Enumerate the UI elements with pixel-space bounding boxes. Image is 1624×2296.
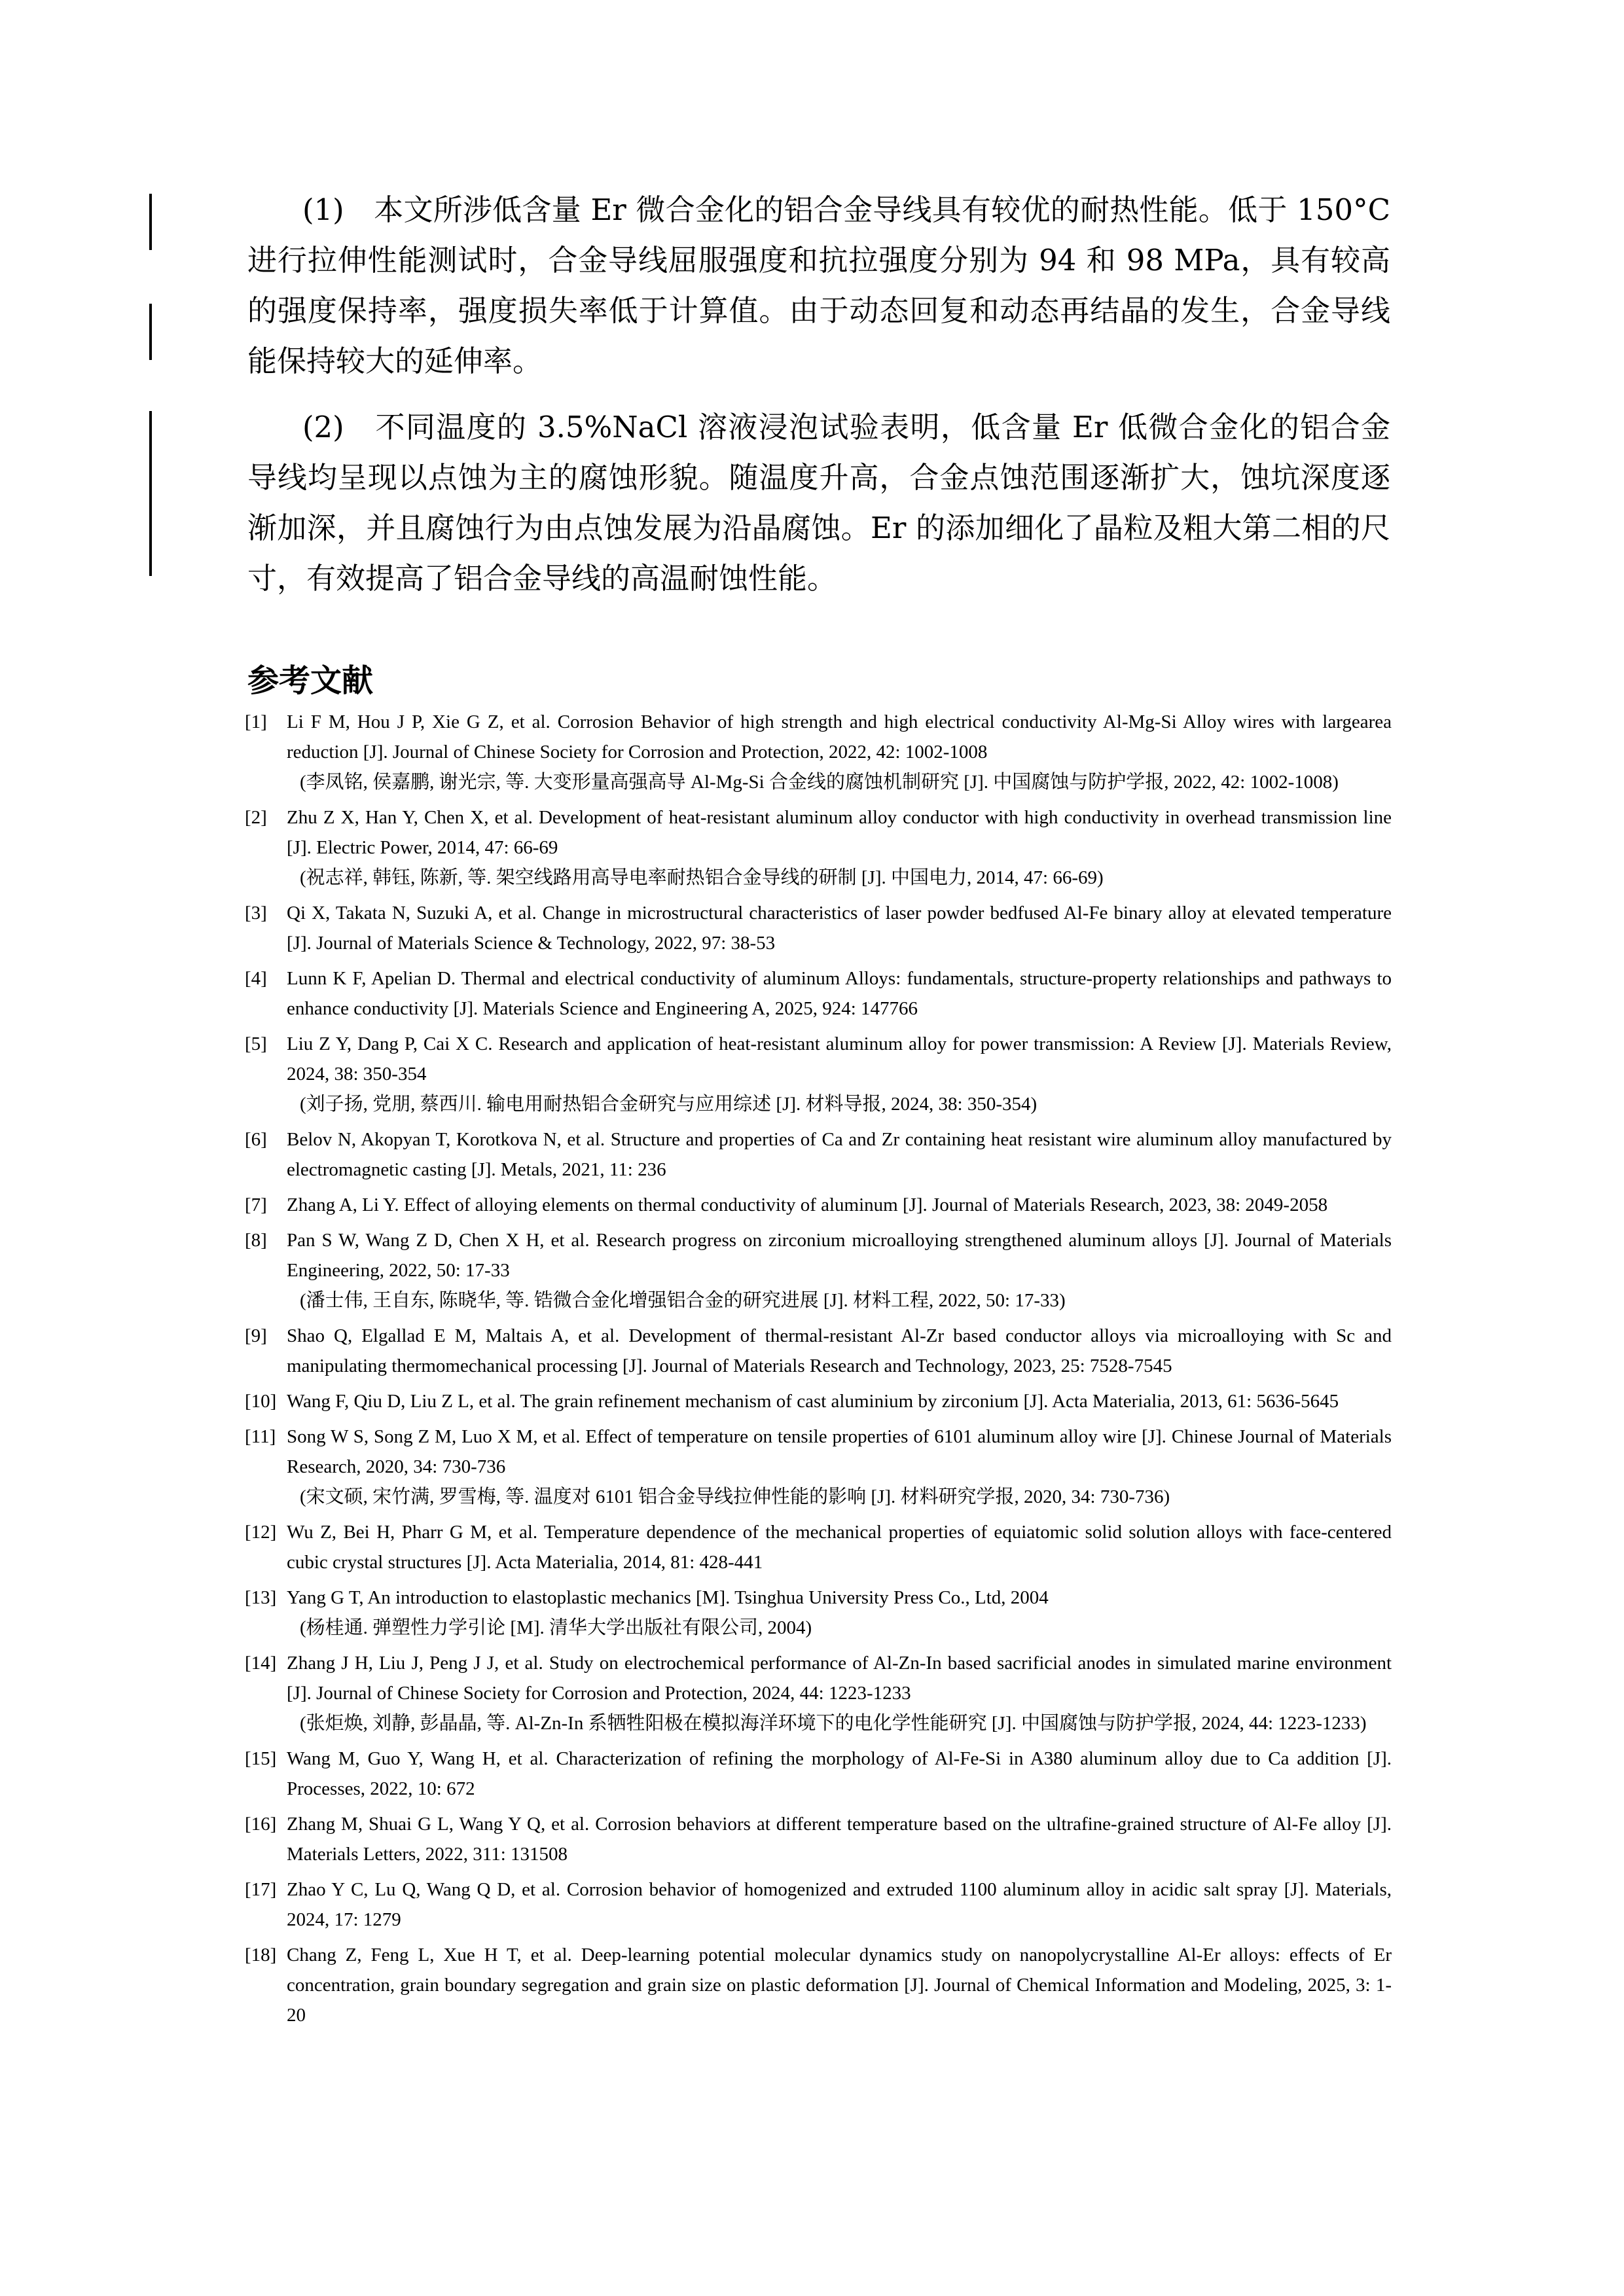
reference-text: Zhang A, Li Y. Effect of alloying elements on thermal conductivity of aluminum [J]. Journal of Materials Research, 2023, 38: 2049-2058 [287, 1194, 1328, 1215]
reference-number: [5] [245, 1033, 267, 1054]
reference-text: Li F M, Hou J P, Xie G Z, et al. Corrosion Behavior of high strength and high electrical conductivity Al-Mg-Si Alloy wires with largearea reduction [J]. Journal of Chinese Society for Corrosion and Protection, 2022, 42: 1002-1008 [287, 711, 1392, 762]
reference-text: Wu Z, Bei H, Pharr G M, et al. Temperature dependence of the mechanical properties of equiatomic solid solution alloys with face-centered cubic crystal structures [J]. Acta Materialia, 2014, 81: 428-441 [287, 1522, 1392, 1573]
reference-item [245, 1874, 1392, 1935]
conclusion-paragraph-1: (1) 本文所涉低含量 Er 微合金化的铝合金导线具有较优的耐热性能。低于 150°C进行拉伸性能测试时，合金导线屈服强度和抗拉强度分别为 94 和 98 MPa，具有较高的强度保持率，强度损失率低于计算值。由于动态回复和动态再结晶的发生，合金导线能保持较大的延伸率。 [247, 192, 1390, 378]
reference-text: Zhu Z X, Han Y, Chen X, et al. Development of heat-resistant aluminum alloy conductor with high conductivity in overhead transmission line [J]. Electric Power, 2014, 47: 66-69 [287, 807, 1392, 858]
reference-number: [3] [245, 903, 267, 924]
reference-item [245, 898, 1392, 958]
reference-item [245, 1321, 1392, 1381]
reference-chinese-translation: (宋文硕, 宋竹满, 罗雪梅, 等. 温度对 6101 铝合金导线拉伸性能的影响 [J]. 材料研究学报, 2020, 34: 730-736) [300, 1486, 1170, 1507]
reference-chinese-translation: (潘士伟, 王自东, 陈晓华, 等. 锆微合金化增强铝合金的研究进展 [J]. 材料工程, 2022, 50: 17-33) [300, 1290, 1066, 1311]
reference-chinese-translation: (刘子扬, 党朋, 蔡西川. 输电用耐热铝合金研究与应用综述 [J]. 材料导报, 2024, 38: 350-354) [300, 1094, 1038, 1115]
reference-number: [13] [245, 1587, 277, 1608]
reference-chinese-translation: (李凤铭, 侯嘉鹏, 谢光宗, 等. 大变形量高强高导 Al-Mg-Si 合金线的腐蚀机制研究 [J]. 中国腐蚀与防护学报, 2022, 42: 1002-1008) [300, 772, 1339, 793]
reference-item [245, 1583, 1392, 1643]
reference-item [245, 1225, 1392, 1316]
reference-list [245, 707, 1392, 2036]
reference-text: Shao Q, Elgallad E M, Maltais A, et al. Development of thermal-resistant Al-Zr based conductor alloys via microalloying with Sc and manipulating thermomechanical processing [J]. Journal of Materials Research and Technology, 2023, 25: 7528-7545 [287, 1325, 1392, 1376]
revision-bar [149, 411, 152, 576]
reference-chinese-translation: (杨桂通. 弹塑性力学引论 [M]. 清华大学出版社有限公司, 2004) [300, 1617, 812, 1638]
reference-text: Belov N, Akopyan T, Korotkova N, et al. Structure and properties of Ca and Zr containing heat resistant wire aluminum alloy manufactured by electromagnetic casting [J]. Metals, 2021, 11: 236 [287, 1129, 1392, 1180]
reference-text: Liu Z Y, Dang P, Cai X C. Research and application of heat-resistant aluminum alloy for power transmission: A Review [J]. Materials Review, 2024, 38: 350-354 [287, 1033, 1392, 1085]
reference-item [245, 1940, 1392, 2030]
reference-text: Wang M, Guo Y, Wang H, et al. Characterization of refining the morphology of Al-Fe-Si in A380 aluminum alloy due to Ca addition [J]. Processes, 2022, 10: 672 [287, 1748, 1392, 1799]
reference-number: [1] [245, 711, 267, 732]
conclusions-section [247, 185, 1390, 619]
reference-text: Qi X, Takata N, Suzuki A, et al. Change in microstructural characteristics of laser powder bedfused Al-Fe binary alloy at elevated temperature [J]. Journal of Materials Science & Technology, 2022, 97: 38-53 [287, 903, 1392, 954]
reference-number: [4] [245, 968, 267, 989]
reference-text: Pan S W, Wang Z D, Chen X H, et al. Research progress on zirconium microalloying strengthened aluminum alloys [J]. Journal of Materials Engineering, 2022, 50: 17-33 [287, 1230, 1392, 1281]
reference-number: [16] [245, 1814, 277, 1835]
reference-number: [7] [245, 1194, 267, 1215]
reference-item [245, 1744, 1392, 1804]
reference-item [245, 1809, 1392, 1869]
revision-bar [149, 304, 152, 360]
reference-chinese-translation: (祝志祥, 韩钰, 陈新, 等. 架空线路用高导电率耐热铝合金导线的研制 [J]. 中国电力, 2014, 47: 66-69) [300, 867, 1104, 888]
reference-item [245, 1422, 1392, 1512]
reference-text: Chang Z, Feng L, Xue H T, et al. Deep-learning potential molecular dynamics study on nanopolycrystalline Al-Er alloys: effects of Er concentration, grain boundary segregation and grain size on plastic deformation [J]. Journal of Chemical Information and Modeling, 2025, 3: 1-20 [287, 1945, 1392, 2026]
reference-item [245, 1029, 1392, 1119]
reference-number: [17] [245, 1879, 277, 1900]
reference-chinese-translation: (张炬焕, 刘静, 彭晶晶, 等. Al-Zn-In 系牺牲阳极在模拟海洋环境下的电化学性能研究 [J]. 中国腐蚀与防护学报, 2024, 44: 1223-1233) [300, 1713, 1367, 1734]
reference-item [245, 1190, 1392, 1220]
reference-number: [6] [245, 1129, 267, 1150]
reference-text: Yang G T, An introduction to elastoplastic mechanics [M]. Tsinghua University Press Co., Ltd, 2004 [287, 1587, 1049, 1608]
reference-text: Zhao Y C, Lu Q, Wang Q D, et al. Corrosion behavior of homogenized and extruded 1100 aluminum alloy in acidic salt spray [J]. Materials, 2024, 17: 1279 [287, 1879, 1392, 1930]
reference-number: [10] [245, 1391, 277, 1412]
reference-item [245, 1648, 1392, 1738]
reference-number: [12] [245, 1522, 277, 1543]
reference-text: Lunn K F, Apelian D. Thermal and electrical conductivity of aluminum Alloys: fundamentals, structure-property relationships and pathways to enhance conductivity [J]. Materials Science and Engineering A, 2025, 924: 147766 [287, 968, 1392, 1019]
revision-bar [149, 194, 152, 250]
reference-number: [9] [245, 1325, 267, 1346]
references-heading: 参考文献 [247, 662, 374, 699]
reference-number: [8] [245, 1230, 267, 1251]
reference-number: [18] [245, 1945, 277, 1965]
reference-item [245, 1517, 1392, 1577]
reference-number: [14] [245, 1653, 277, 1674]
reference-item [245, 1124, 1392, 1185]
reference-text: Wang F, Qiu D, Liu Z L, et al. The grain refinement mechanism of cast aluminium by zirconium [J]. Acta Materialia, 2013, 61: 5636-5645 [287, 1391, 1339, 1412]
reference-number: [15] [245, 1748, 277, 1769]
reference-text: Zhang J H, Liu J, Peng J J, et al. Study on electrochemical performance of Al-Zn-In based sacrificial anodes in simulated marine environment [J]. Journal of Chinese Society for Corrosion and Protection, 2024, 44: 1223-1233 [287, 1653, 1392, 1704]
reference-item [245, 707, 1392, 797]
reference-item [245, 1386, 1392, 1416]
reference-item [245, 963, 1392, 1024]
reference-item [245, 802, 1392, 893]
reference-number: [2] [245, 807, 267, 828]
reference-number: [11] [245, 1426, 276, 1447]
reference-text: Zhang M, Shuai G L, Wang Y Q, et al. Corrosion behaviors at different temperature based on the ultrafine-grained structure of Al-Fe alloy [J]. Materials Letters, 2022, 311: 131508 [287, 1814, 1392, 1865]
reference-text: Song W S, Song Z M, Luo X M, et al. Effect of temperature on tensile properties of 6101 aluminum alloy wire [J]. Chinese Journal of Materials Research, 2020, 34: 730-736 [287, 1426, 1392, 1477]
conclusion-paragraph-2: (2) 不同温度的 3.5%NaCl 溶液浸泡试验表明，低含量 Er 低微合金化的铝合金导线均呈现以点蚀为主的腐蚀形貌。随温度升高，合金点蚀范围逐渐扩大，蚀坑深度逐渐加深，并且腐蚀行为由点蚀发展为沿晶腐蚀。Er 的添加细化了晶粒及粗大第二相的尺寸，有效提高了铝合金导线的高温耐蚀性能。 [247, 410, 1390, 596]
